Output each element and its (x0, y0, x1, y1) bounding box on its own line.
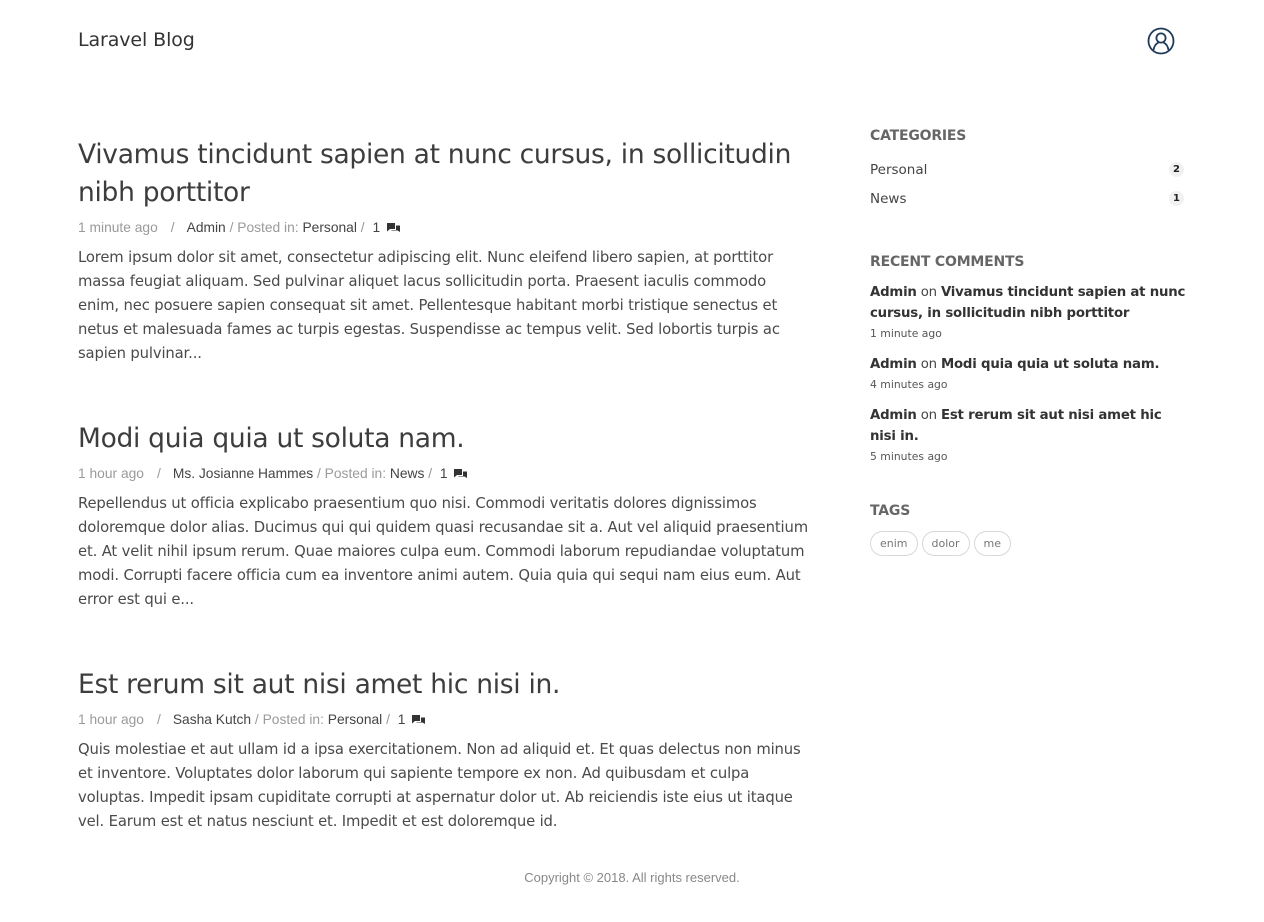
tag-link[interactable]: me (974, 531, 1011, 556)
posted-in-label: / Posted in: (229, 220, 299, 235)
post-meta: 1 hour ago / Ms. Josianne Hammes / Posted in: News / 1 (78, 464, 808, 484)
post-time: 1 hour ago (78, 466, 144, 481)
post-category-link[interactable]: Personal (327, 712, 383, 727)
user-circle-icon (1147, 27, 1175, 55)
footer-copyright: Copyright © 2018. All rights reserved. (524, 870, 740, 885)
category-link[interactable]: Personal (870, 162, 928, 178)
post-time: 1 hour ago (78, 712, 144, 727)
post-list (78, 136, 808, 888)
comment-author: Admin (870, 408, 917, 423)
post-title-link[interactable]: Est rerum sit aut nisi amet hic nisi in. (78, 669, 561, 700)
comment-post-link[interactable]: Vivamus tincidunt sapien at nunc cursus, in sollicitudin nibh porttitor (870, 285, 1186, 321)
recent-comments-title: RECENT COMMENTS (870, 254, 1025, 270)
comment-author: Admin (870, 285, 917, 300)
post-author-link[interactable]: Sasha Kutch (172, 712, 252, 727)
posted-in-label: / Posted in: (317, 466, 387, 481)
comment-time: 4 minutes ago (870, 378, 948, 391)
post-item (78, 666, 808, 834)
comments-icon (386, 222, 401, 234)
post-meta: 1 hour ago / Sasha Kutch / Posted in: Personal / 1 (78, 710, 808, 730)
brand-link[interactable]: Laravel Blog (78, 29, 195, 51)
post-time: 1 minute ago (78, 220, 158, 235)
comment-post-link[interactable]: Est rerum sit aut nisi amet hic nisi in. (870, 408, 1162, 444)
post-excerpt: Repellendus ut officia explicabo praesentium quo nisi. Commodi veritatis dolores dignissimos doloremque dolor alias. Ducimus qui qui quidem quasi recusandae sit a. Aut vel aliquid praesentium et. At velit nihil ipsum rerum. Quae maiores culpa eum. Commodi laborum repudiandae voluptatum modi. Corrupti facere officia cum ea inventore animi autem. Quia quia qui sequi nam eius eum. Aut error est qui e... (78, 495, 808, 608)
posted-in-label: / Posted in: (254, 712, 324, 727)
post-meta: 1 minute ago / Admin / Posted in: Personal / 1 (78, 218, 808, 238)
tags-widget (870, 503, 1186, 556)
post-excerpt: Lorem ipsum dolor sit amet, consectetur adipiscing elit. Nunc eleifend libero sapien, at porttitor massa feugiat aliquam. Sed pulvinar aliquet lacus sollicitudin porta. Praesent iaculis commodo enim, nec posuere sapien consequat sit amet. Pellentesque habitant morbi tristique senectus et netus et malesuada fames ac turpis egestas. Suspendisse ac tempus velit. Sed lobortis turpis ac sapien pulvinar... (78, 249, 780, 362)
tag-link[interactable]: enim (870, 531, 918, 556)
post-author-link[interactable]: Ms. Josianne Hammes (172, 466, 314, 481)
tags-title: TAGS (870, 503, 911, 519)
comment-author: Admin (870, 357, 917, 372)
post-category-link[interactable]: Personal (302, 220, 357, 235)
post-title-link[interactable]: Vivamus tincidunt sapien at nunc cursus, in sollicitudin nibh porttitor (78, 139, 792, 208)
tag-list (870, 531, 1186, 556)
comment-on-word: on (920, 408, 937, 423)
category-count-badge: 1 (1169, 191, 1184, 206)
comment-post-link[interactable]: Modi quia quia ut soluta nam. (940, 357, 1160, 372)
user-menu-button[interactable] (1147, 27, 1175, 55)
comments-icon (411, 714, 426, 726)
recent-comment-item (870, 282, 1186, 340)
navbar (0, 0, 1264, 84)
post-title-link[interactable]: Modi quia quia ut soluta nam. (78, 423, 465, 454)
sidebar (870, 128, 1186, 596)
comments-icon (453, 468, 468, 480)
comment-time: 5 minutes ago (870, 450, 948, 463)
comment-time: 1 minute ago (870, 327, 942, 340)
comment-count: 1 (372, 220, 381, 235)
comment-count: 1 (439, 466, 448, 481)
comment-on-word: on (920, 285, 937, 300)
category-item[interactable] (870, 185, 1186, 214)
post-item (78, 136, 808, 366)
comment-on-word: on (920, 357, 937, 372)
category-count-badge: 2 (1169, 162, 1184, 177)
comment-count: 1 (397, 712, 406, 727)
category-item[interactable] (870, 156, 1186, 185)
post-author-link[interactable]: Admin (186, 220, 226, 235)
post-category-link[interactable]: News (389, 466, 425, 481)
recent-comments-widget (870, 254, 1186, 463)
categories-title: CATEGORIES (870, 128, 967, 144)
post-item (78, 420, 808, 612)
recent-comment-item (870, 405, 1186, 463)
tag-link[interactable]: dolor (922, 531, 970, 556)
recent-comment-item (870, 354, 1186, 391)
categories-widget (870, 128, 1186, 214)
category-link[interactable]: News (870, 191, 907, 207)
post-excerpt: Quis molestiae et aut ullam id a ipsa exercitationem. Non ad aliquid et. Et quas delectus non minus et inventore. Voluptates dolor laborum qui sapiente tempore ex non. Ad quibusdam et culpa voluptas. Impedit ipsam cupiditate corrupti at aspernatur dolor ut. Ab reiciendis iste eius ut itaque vel. Earum est et natus nesciunt et. Impedit et est doloremque id. (78, 741, 801, 830)
